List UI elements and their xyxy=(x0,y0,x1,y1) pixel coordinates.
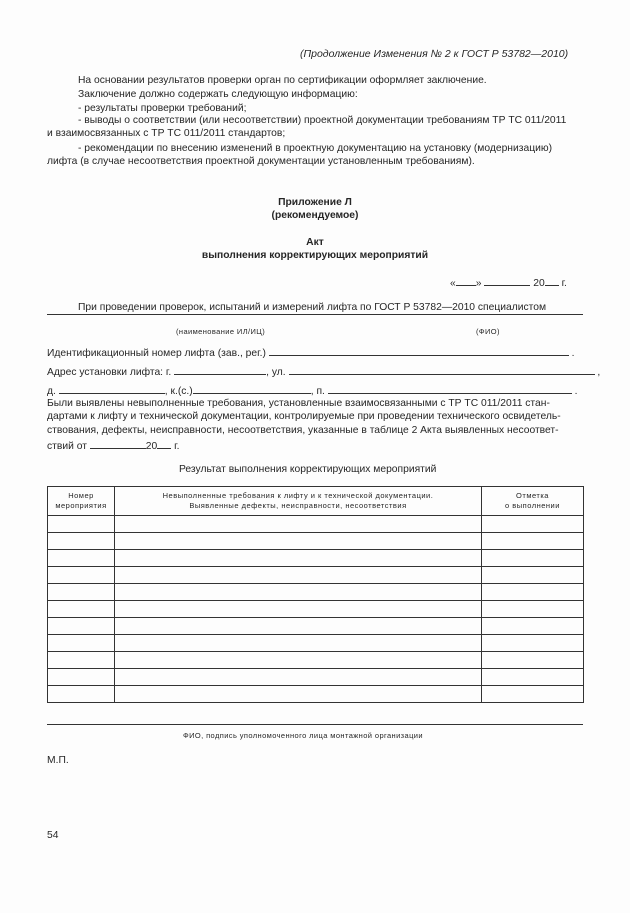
col-status-line: о выполнении xyxy=(505,501,560,510)
act-title: Акт xyxy=(306,237,324,248)
found-year-field[interactable] xyxy=(157,438,171,449)
date-year-suffix: г. xyxy=(561,278,567,289)
found-year-prefix: 20 xyxy=(145,441,158,452)
found-year-suffix: г. xyxy=(174,441,180,452)
cell-requirement[interactable] xyxy=(115,550,482,567)
date-day-field[interactable] xyxy=(456,275,476,286)
cell-requirement[interactable] xyxy=(115,533,482,550)
cell-status[interactable] xyxy=(482,686,584,703)
cell-requirement[interactable] xyxy=(115,635,482,652)
table-row xyxy=(48,533,584,550)
table-row xyxy=(48,516,584,533)
date-close-quote: » xyxy=(475,278,482,289)
cell-status[interactable] xyxy=(482,618,584,635)
address-row: Адрес установки лифта: г. , ул. , xyxy=(47,364,600,379)
found-line: ствования, дефекты, неисправности, несоответствия, указанные в таблице 2 Акта выявленных несоответ- xyxy=(47,425,559,436)
cell-status[interactable] xyxy=(482,516,584,533)
found-line: дартами к лифту и технической документации, контролируемые при проведении технического освидетель- xyxy=(47,411,561,422)
cell-requirement[interactable] xyxy=(115,669,482,686)
intro-line: - результаты проверки требований; xyxy=(78,103,247,114)
intro-line: и взаимосвязанных с ТР ТС 011/2011 стандартов; xyxy=(47,128,286,139)
act-subtitle: выполнения корректирующих мероприятий xyxy=(201,250,429,261)
form-intro-line: При проведении проверок, испытаний и измерений лифта по ГОСТ Р 53782—2010 специалистом xyxy=(78,302,547,313)
cell-status[interactable] xyxy=(482,584,584,601)
table-row xyxy=(48,601,584,618)
apt-field[interactable] xyxy=(328,383,572,394)
intro-line: - рекомендации по внесению изменений в проектную документацию на установку (модернизацию) xyxy=(78,143,552,154)
table-row xyxy=(48,618,584,635)
cell-requirement[interactable] xyxy=(115,652,482,669)
date-line xyxy=(450,275,567,290)
cell-number[interactable] xyxy=(48,635,115,652)
house-label: д. xyxy=(47,386,56,397)
signature-field[interactable] xyxy=(47,724,583,725)
address-street-label: , ул. xyxy=(266,367,286,378)
cell-requirement[interactable] xyxy=(115,567,482,584)
cell-status[interactable] xyxy=(482,635,584,652)
cell-number[interactable] xyxy=(48,584,115,601)
found-last-prefix: ствий от xyxy=(47,441,87,452)
intro-line: лифта (в случае несоответствия проектной документации установленным требованиям). xyxy=(47,156,475,167)
page-number: 54 xyxy=(47,830,59,841)
cell-number[interactable] xyxy=(48,652,115,669)
cell-status[interactable] xyxy=(482,533,584,550)
cell-number[interactable] xyxy=(48,567,115,584)
results-table xyxy=(47,486,584,703)
cell-number[interactable] xyxy=(48,618,115,635)
address-city-field[interactable] xyxy=(174,364,266,375)
date-open-quote: « xyxy=(450,278,456,289)
table-row xyxy=(48,584,584,601)
cell-status[interactable] xyxy=(482,550,584,567)
date-year-field[interactable] xyxy=(545,275,559,286)
table-row xyxy=(48,652,584,669)
col-status-header xyxy=(482,487,584,516)
cell-number[interactable] xyxy=(48,686,115,703)
appendix-note: (рекомендуемое) xyxy=(271,210,359,221)
cell-status[interactable] xyxy=(482,669,584,686)
page-header: (Продолжение Изменения № 2 к ГОСТ Р 53782—2010) xyxy=(300,48,569,60)
cell-status[interactable] xyxy=(482,601,584,618)
table-body xyxy=(48,516,584,703)
address-row-2: д. , к.(с.) , п. . xyxy=(47,383,578,398)
building-field[interactable] xyxy=(193,383,311,394)
cell-number[interactable] xyxy=(48,669,115,686)
lift-id-field[interactable] xyxy=(269,345,569,356)
address-city-label: Адрес установки лифта: г. xyxy=(47,367,172,378)
date-year-prefix: 20 xyxy=(533,278,545,289)
col-requirements-line: Выявленные дефекты, неисправности, несоответствия xyxy=(189,501,407,510)
cell-requirement[interactable] xyxy=(115,618,482,635)
appendix-title: Приложение Л xyxy=(278,197,352,208)
col-number-header xyxy=(48,487,115,516)
intro-line: - выводы о соответствии (или несоответствии) проектной документации требованиям ТР ТС 011/2011 xyxy=(78,115,567,126)
cell-requirement[interactable] xyxy=(115,601,482,618)
found-date-field[interactable] xyxy=(90,438,146,449)
intro-line: На основании результатов проверки орган по сертификации оформляет заключение. xyxy=(78,75,487,86)
date-month-field[interactable] xyxy=(484,275,530,286)
table-row xyxy=(48,635,584,652)
stamp-label: М.П. xyxy=(47,755,69,766)
cell-number[interactable] xyxy=(48,516,115,533)
specialist-field[interactable] xyxy=(47,314,583,315)
cell-requirement[interactable] xyxy=(115,686,482,703)
cell-number[interactable] xyxy=(48,550,115,567)
found-last-line xyxy=(47,438,180,453)
table-caption: Результат выполнения корректирующих мероприятий xyxy=(179,464,437,475)
col-requirements-header xyxy=(115,487,482,516)
col-number-line: мероприятия xyxy=(55,501,107,510)
apt-label: , п. xyxy=(310,386,325,397)
cell-status[interactable] xyxy=(482,567,584,584)
col-status-line: Отметка xyxy=(516,490,549,500)
table-row xyxy=(48,686,584,703)
cell-number[interactable] xyxy=(48,601,115,618)
cell-requirement[interactable] xyxy=(115,516,482,533)
address-street-field[interactable] xyxy=(289,364,595,375)
cell-requirement[interactable] xyxy=(115,584,482,601)
caption-org: (наименование ИЛ/ИЦ) xyxy=(176,327,266,336)
table-row xyxy=(48,567,584,584)
col-requirements-line: Невыполненные требования к лифту и к технической документации. xyxy=(162,490,434,500)
caption-fio: (ФИО) xyxy=(476,327,500,336)
found-line: Были выявлены невыполненные требования, установленные взаимосвязанными с ТР ТС 011/2011 стан- xyxy=(47,398,550,409)
building-label: , к.(с.) xyxy=(164,386,193,397)
table-row xyxy=(48,550,584,567)
col-number-line: Номер xyxy=(68,490,94,500)
cell-status[interactable] xyxy=(482,652,584,669)
lift-id-label: Идентификационный номер лифта (зав., рег.) xyxy=(47,348,266,359)
signature-caption: ФИО, подпись уполномоченного лица монтажной организации xyxy=(183,731,423,740)
lift-id-row: Идентификационный номер лифта (зав., рег.) . xyxy=(47,345,575,360)
table-row xyxy=(48,669,584,686)
intro-line: Заключение должно содержать следующую информацию: xyxy=(78,89,358,100)
cell-number[interactable] xyxy=(48,533,115,550)
house-field[interactable] xyxy=(59,383,165,394)
table-header-row xyxy=(48,487,584,516)
